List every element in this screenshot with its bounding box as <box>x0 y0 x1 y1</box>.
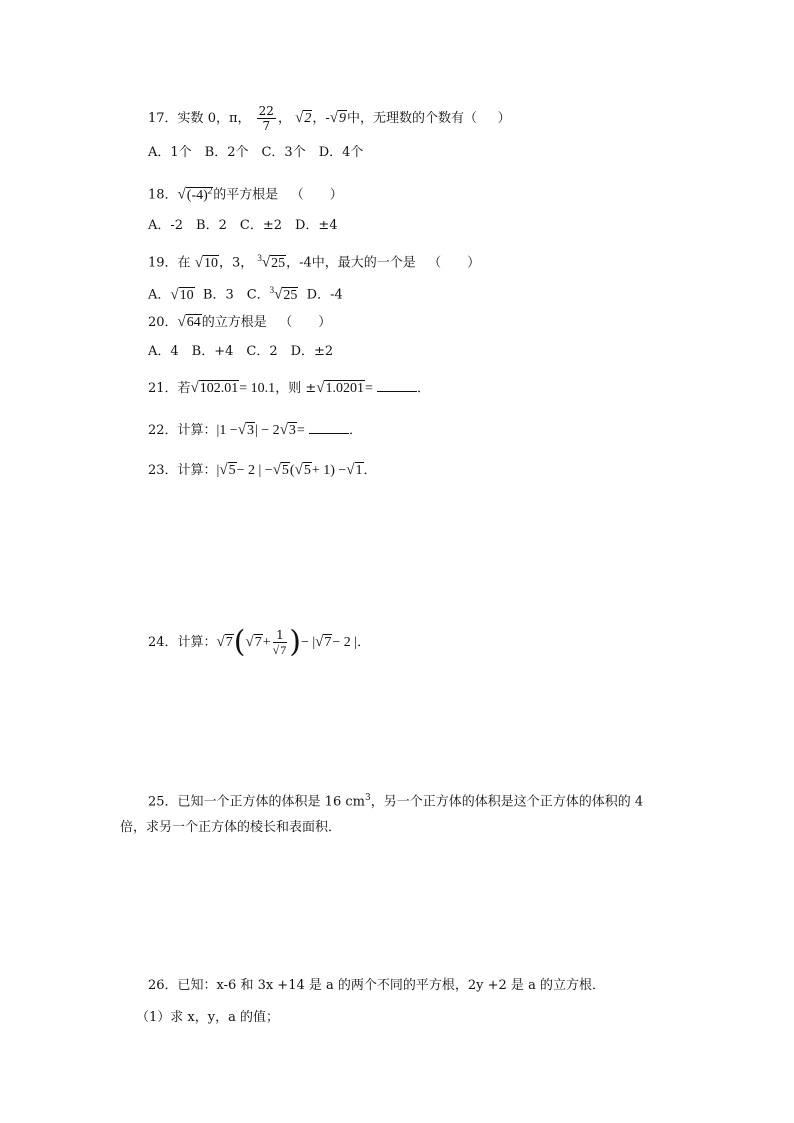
question-19: 19．在 √10，3， $^3$√25，-4中，最大的一个是 （ ） <box>148 248 480 274</box>
question-26: 26．已知：x-6 和 3x +14 是 a 的两个不同的平方根，2y +2 是 a 的立方根． <box>148 978 605 993</box>
question-20: 20．√64的立方根是 （ ） <box>148 312 331 333</box>
question-17: 17．实数 0，π， $\frac{22}{7}$ ， √2，-√9中，无理数的个数有（ ） <box>148 104 511 133</box>
sqrt-neg4-squared: $√(-4)^2$ <box>177 185 213 203</box>
answer-blank-21[interactable] <box>377 379 417 392</box>
question-23: 23．计算：|√5− 2 | −√5(√5+ 1) −√1． <box>148 462 377 478</box>
fraction-22-7: $\frac{22}{7}$ <box>258 104 274 133</box>
sqrt-64: √64 <box>177 314 201 330</box>
sqrt-2: √2 <box>295 110 312 126</box>
options-18: A．-2 B．2 C．±2 D．±4 <box>148 218 338 233</box>
answer-blank-22[interactable] <box>309 421 349 434</box>
question-21: 21．若√102.01= 10.1，则 ±√1.0201= ． <box>148 380 431 396</box>
options-20: A．4 B．+4 C．2 D．±2 <box>148 344 334 359</box>
sqrt-9: √9 <box>329 110 346 126</box>
question-26-part1: （1）求 x，y，a 的值； <box>136 1010 279 1025</box>
options-17: A．1个 B．2个 C．3个 D．4个 <box>148 145 364 160</box>
question-18: 18．$√(-4)^2$的平方根是 （ ） <box>148 180 343 206</box>
cbrt-25: $^3$√25 <box>257 253 286 271</box>
sqrt-10: √10 <box>194 254 218 271</box>
options-19: A．√10 B．3 C．$^3$√25 D．-4 <box>148 285 343 303</box>
question-22: 22．计算：|1 −√3| − 2√3= ． <box>148 422 362 438</box>
question-25: 25．已知一个正方体的体积是 16 $cm^3$，另一个正方体的体积是这个正方体的体积的 4 <box>148 793 644 810</box>
question-25-cont: 倍，求另一个正方体的棱长和表面积． <box>120 820 342 835</box>
question-24: 24．计算：√7(√7+ $\frac{1}{√7}$ )− |√7− 2 |． <box>148 624 371 660</box>
